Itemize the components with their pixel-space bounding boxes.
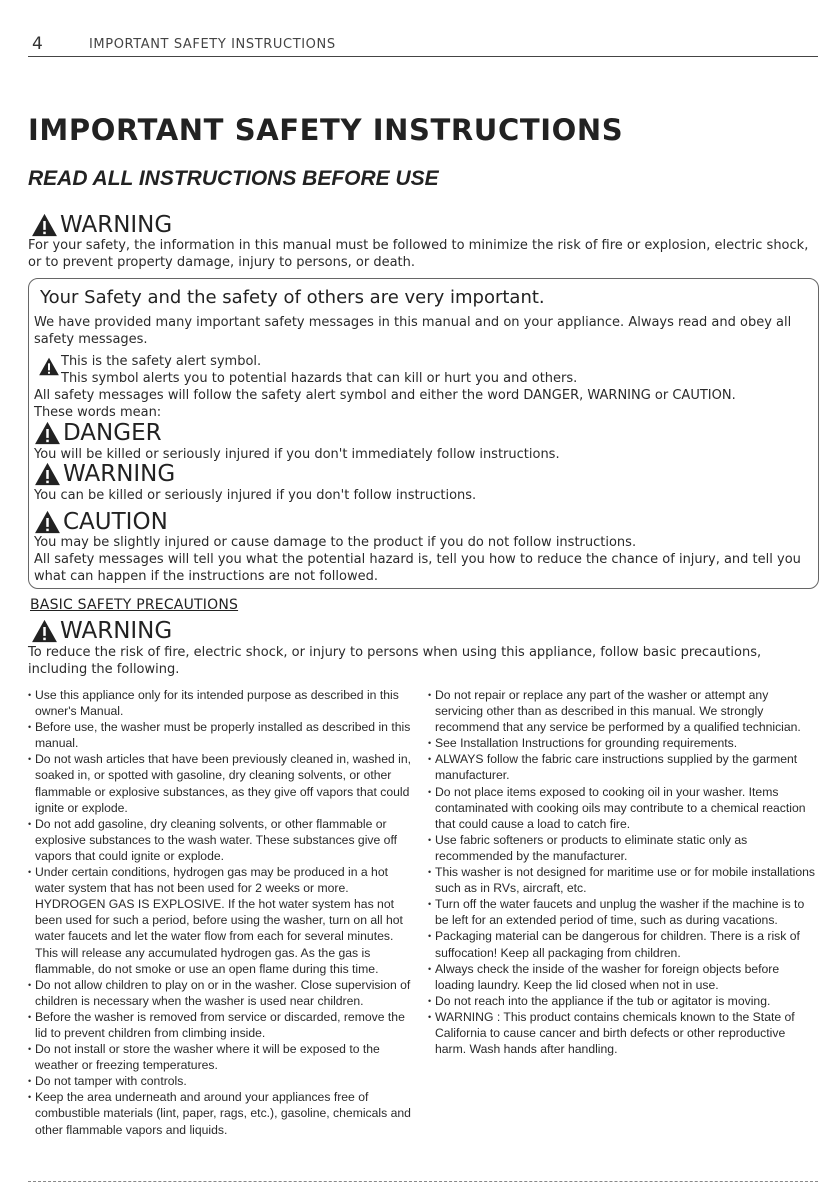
precaution-item: • Do not reach into the appliance if the tub or agitator is moving. (428, 993, 816, 1009)
warning-alert-icon (34, 462, 61, 486)
top-warning-heading (31, 212, 172, 238)
precaution-item: • Use this appliance only for its intended purpose as described in this owner's Manual. (28, 687, 416, 719)
precaution-item: • Under certain conditions, hydrogen gas may be produced in a hot water system that has not been used for 2 weeks or more. HYDROGEN GAS IS EXPLOSIVE. If the hot water system has not been used for such a period, before using the washer, turn on all hot water faucets and let the water flow from each for several minutes. This will release any accumulated hydrogen gas. As the gas is flammable, do not smoke or use an open flame during this time. (28, 864, 416, 977)
safety-box-intro: We have provided many important safety messages in this manual and on your appliance. Always read and obey all safety messages. (34, 315, 792, 347)
precaution-item: • Do not repair or replace any part of the washer or attempt any servicing other than as described in this manual. We strongly recommend that any service be performed by a qualified technician. (428, 687, 816, 735)
basic-precautions-heading: BASIC SAFETY PRECAUTIONS (30, 597, 239, 613)
safety-symbol-line1: This is the safety alert symbol. (61, 354, 262, 369)
precautions-intro: To reduce the risk of fire, electric shock, or injury to persons when using this appliance, follow basic precautions, including the following. (28, 645, 762, 677)
warning-alert-icon (31, 213, 58, 237)
precaution-item: • Before use, the washer must be properly installed as described in this manual. (28, 719, 416, 751)
danger-alert-icon (34, 421, 61, 445)
precaution-item: • Packaging material can be dangerous for children. There is a risk of suffocation! Keep all packaging from children. (428, 928, 816, 960)
caution-label: CAUTION (63, 509, 168, 535)
precaution-item: • WARNING : This product contains chemicals known to the State of California to cause cancer and birth defects or other reproductive harm. Wash hands after handling. (428, 1009, 816, 1057)
precautions-warning-heading (31, 618, 172, 644)
precautions-right-list (428, 687, 816, 1057)
caution-alert-icon (34, 510, 61, 534)
danger-heading (34, 420, 162, 446)
caution-text: You may be slightly injured or cause damage to the product if you do not follow instructions. (34, 535, 637, 550)
precautions-left-list (28, 687, 416, 1138)
precaution-item: • Do not add gasoline, dry cleaning solvents, or other flammable or explosive substances to the wash water. These substances give off vapors that could ignite or explode. (28, 816, 416, 864)
precaution-item: • Do not install or store the washer where it will be exposed to the weather or freezing temperatures. (28, 1041, 416, 1073)
precaution-item: • Keep the area underneath and around your appliances free of combustible materials (lint, paper, rags, etc.), gasoline, chemicals and other flammable vapors and liquids. (28, 1089, 416, 1137)
box-warning-heading (34, 461, 175, 487)
precaution-item: • Turn off the water faucets and unplug the washer if the machine is to be left for an extended period of time, such as during vacations. (428, 896, 816, 928)
safety-box-title: Your Safety and the safety of others are very important. (40, 287, 545, 308)
precaution-item: • ALWAYS follow the fabric care instructions supplied by the garment manufacturer. (428, 751, 816, 783)
header-section-title: IMPORTANT SAFETY INSTRUCTIONS (89, 37, 336, 52)
box-warning-label: WARNING (63, 461, 176, 487)
page-title: IMPORTANT SAFETY INSTRUCTIONS (28, 113, 624, 147)
safety-symbol-line2: This symbol alerts you to potential hazards that can kill or hurt you and others. (61, 371, 578, 386)
warning-alert-icon (31, 619, 58, 643)
top-warning-label: WARNING (60, 212, 173, 238)
precaution-item: • Do not allow children to play on or in the washer. Close supervision of children is necessary when the washer is used near children. (28, 977, 416, 1009)
precaution-item: • Before the washer is removed from service or discarded, remove the lid to prevent children from climbing inside. (28, 1009, 416, 1041)
danger-label: DANGER (63, 420, 162, 446)
caution-heading (34, 509, 168, 535)
box-warning-text: You can be killed or seriously injured if you don't follow instructions. (34, 488, 477, 503)
page-subtitle: READ ALL INSTRUCTIONS BEFORE USE (28, 167, 439, 190)
top-warning-text: For your safety, the information in this manual must be followed to minimize the risk of fire or explosion, electric shock, or to prevent property damage, injury to persons, or death. (28, 238, 809, 270)
safety-closing-text: All safety messages will tell you what the potential hazard is, tell you how to reduce the chance of injury, and tell you what can happen if the instructions are not followed. (34, 552, 801, 584)
words-mean-text: These words mean: (34, 405, 162, 420)
danger-text: You will be killed or seriously injured if you don't immediately follow instructions. (34, 447, 560, 462)
precaution-item: • Always check the inside of the washer for foreign objects before loading laundry. Keep the lid closed when not in use. (428, 961, 816, 993)
precaution-item: • Do not wash articles that have been previously cleaned in, washed in, soaked in, or spotted with gasoline, dry cleaning solvents, or other flammable or explosive substances, as they give off vapors that could ignite or explode. (28, 751, 416, 815)
precautions-warning-label: WARNING (60, 618, 173, 644)
precaution-item: • This washer is not designed for maritime use or for mobile installations such as in RVs, aircraft, etc. (428, 864, 816, 896)
page-header (28, 34, 818, 57)
precaution-item: • Use fabric softeners or products to eliminate static only as recommended by the manufacturer. (428, 832, 816, 864)
page-number: 4 (32, 34, 43, 54)
precaution-item: • See Installation Instructions for grounding requirements. (428, 735, 816, 751)
safety-alert-symbol-icon (38, 357, 60, 376)
precaution-item: • Do not tamper with controls. (28, 1073, 416, 1089)
page-bottom-rule (28, 1181, 818, 1182)
precaution-item: • Do not place items exposed to cooking oil in your washer. Items contaminated with cooking oils may contribute to a chemical reaction that could cause a load to catch fire. (428, 784, 816, 832)
safety-follow-text: All safety messages will follow the safety alert symbol and either the word DANGER, WARNING or CAUTION. (34, 388, 736, 403)
